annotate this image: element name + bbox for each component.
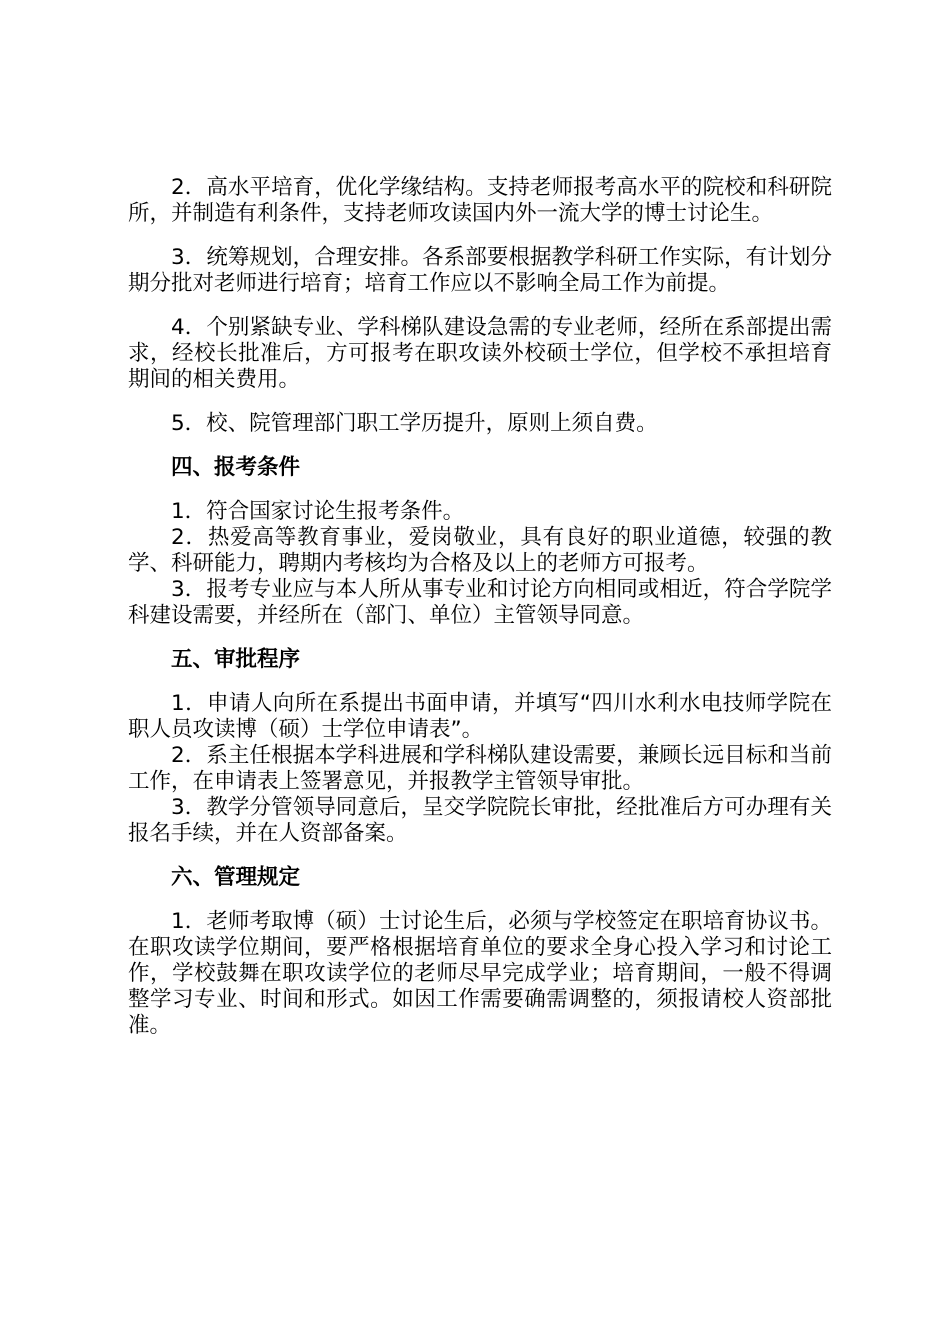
section5-item-3: 3．教学分管领导同意后，呈交学院院长审批，经批准后方可办理有关报名手续，并在人资部备案。 <box>128 795 832 846</box>
section6-item-1: 1．老师考取博（硕）士讨论生后，必须与学校签定在职培育协议书。在职攻读学位期间，要严格根据培育单位的要求全身心投入学习和讨论工作，学校鼓舞在职攻读学位的老师尽早完成学业；培育期间，一般不得调整学习专业、时间和形式。如因工作需要确需调整的，须报请校人资部批准。 <box>128 909 832 1038</box>
section-heading-5: 五、审批程序 <box>171 647 301 672</box>
section4-item-1: 1．符合国家讨论生报考条件。 <box>171 499 465 524</box>
paragraph-item-4: 4．个别紧缺专业、学科梯队建设急需的专业老师，经所在系部提出需求，经校长批准后，方可报考在职攻读外校硕士学位，但学校不承担培育期间的相关费用。 <box>128 315 832 392</box>
paragraph-item-5: 5．校、院管理部门职工学历提升，原则上须自费。 <box>171 411 658 436</box>
section4-item-3: 3．报考专业应与本人所从事专业和讨论方向相同或相近，符合学院学科建设需要，并经所在（部门、单位）主管领导同意。 <box>128 577 832 628</box>
section4-item-2: 2．热爱高等教育事业，爱岗敬业，具有良好的职业道德，较强的教学、科研能力，聘期内考核均为合格及以上的老师方可报考。 <box>128 525 832 576</box>
paragraph-item-2: 2．高水平培育，优化学缘结构。支持老师报考高水平的院校和科研院所，并制造有利条件，支持老师攻读国内外一流大学的博士讨论生。 <box>128 175 832 226</box>
section-heading-6: 六、管理规定 <box>171 865 301 890</box>
section-heading-4: 四、报考条件 <box>171 455 301 480</box>
section5-item-1: 1．申请人向所在系提出书面申请，并填写“四川水利水电技师学院在职人员攻读博（硕）士学位申请表”。 <box>128 691 832 742</box>
section5-item-2: 2．系主任根据本学科进展和学科梯队建设需要，兼顾长远目标和当前工作，在申请表上签署意见，并报教学主管领导审批。 <box>128 743 832 794</box>
paragraph-item-3: 3．统筹规划，合理安排。各系部要根据教学科研工作实际，有计划分期分批对老师进行培育；培育工作应以不影响全局工作为前提。 <box>128 245 832 296</box>
document-page <box>128 175 832 1039</box>
